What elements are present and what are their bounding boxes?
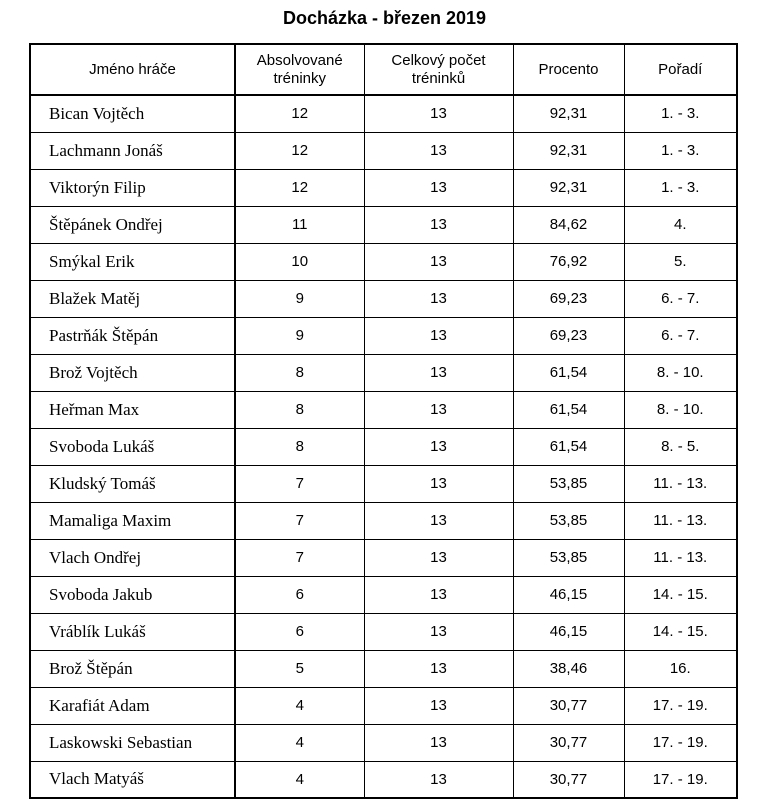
rank-cell: 17. - 19. xyxy=(624,761,737,798)
rank-cell: 1. - 3. xyxy=(624,95,737,132)
attended-cell: 4 xyxy=(235,761,364,798)
total-cell: 13 xyxy=(364,650,513,687)
table-row xyxy=(30,502,737,539)
percent-cell: 92,31 xyxy=(513,132,624,169)
table-row xyxy=(30,465,737,502)
rank-cell: 8. - 5. xyxy=(624,428,737,465)
total-cell: 13 xyxy=(364,502,513,539)
rank-cell: 17. - 19. xyxy=(624,724,737,761)
percent-cell: 53,85 xyxy=(513,465,624,502)
table-row xyxy=(30,539,737,576)
player-name-cell: Štěpánek Ondřej xyxy=(30,206,235,243)
total-cell: 13 xyxy=(364,132,513,169)
attended-cell: 12 xyxy=(235,132,364,169)
column-header-attended-line2: tréninky xyxy=(273,69,327,87)
attended-cell: 7 xyxy=(235,465,364,502)
percent-cell: 30,77 xyxy=(513,724,624,761)
rank-cell: 8. - 10. xyxy=(624,354,737,391)
total-cell: 13 xyxy=(364,724,513,761)
attended-cell: 6 xyxy=(235,576,364,613)
rank-cell: 4. xyxy=(624,206,737,243)
percent-cell: 61,54 xyxy=(513,391,624,428)
total-cell: 13 xyxy=(364,687,513,724)
player-name-cell: Lachmann Jonáš xyxy=(30,132,235,169)
attended-cell: 8 xyxy=(235,428,364,465)
attended-cell: 8 xyxy=(235,391,364,428)
percent-cell: 61,54 xyxy=(513,354,624,391)
player-name-cell: Laskowski Sebastian xyxy=(30,724,235,761)
rank-cell: 1. - 3. xyxy=(624,132,737,169)
percent-cell: 69,23 xyxy=(513,317,624,354)
total-cell: 13 xyxy=(364,95,513,132)
attendance-table xyxy=(29,43,738,799)
attended-cell: 9 xyxy=(235,317,364,354)
player-name-cell: Vlach Matyáš xyxy=(30,761,235,798)
total-cell: 13 xyxy=(364,280,513,317)
table-row xyxy=(30,317,737,354)
percent-cell: 53,85 xyxy=(513,539,624,576)
table-row xyxy=(30,354,737,391)
table-row xyxy=(30,280,737,317)
table-row xyxy=(30,687,737,724)
table-row xyxy=(30,243,737,280)
rank-cell: 17. - 19. xyxy=(624,687,737,724)
total-cell: 13 xyxy=(364,169,513,206)
attended-cell: 8 xyxy=(235,354,364,391)
rank-cell: 11. - 13. xyxy=(624,502,737,539)
percent-cell: 38,46 xyxy=(513,650,624,687)
player-name-cell: Brož Vojtěch xyxy=(30,354,235,391)
total-cell: 13 xyxy=(364,761,513,798)
table-row xyxy=(30,613,737,650)
column-header-percent: Procento xyxy=(513,44,624,95)
percent-cell: 30,77 xyxy=(513,687,624,724)
rank-cell: 11. - 13. xyxy=(624,465,737,502)
player-name-cell: Pastrňák Štěpán xyxy=(30,317,235,354)
header-row xyxy=(30,44,737,95)
rank-cell: 16. xyxy=(624,650,737,687)
player-name-cell: Karafiát Adam xyxy=(30,687,235,724)
total-cell: 13 xyxy=(364,613,513,650)
player-name-cell: Viktorýn Filip xyxy=(30,169,235,206)
percent-cell: 53,85 xyxy=(513,502,624,539)
column-header-name: Jméno hráče xyxy=(30,44,235,95)
page-title: Docházka - březen 2019 xyxy=(282,8,487,28)
total-cell: 13 xyxy=(364,354,513,391)
total-cell: 13 xyxy=(364,206,513,243)
total-cell: 13 xyxy=(364,576,513,613)
column-header-total-line2: tréninků xyxy=(411,69,466,87)
total-cell: 13 xyxy=(364,465,513,502)
table-row xyxy=(30,761,737,798)
table-row xyxy=(30,169,737,206)
column-header-rank: Pořadí xyxy=(624,44,737,95)
table-row xyxy=(30,576,737,613)
table-row xyxy=(30,95,737,132)
player-name-cell: Smýkal Erik xyxy=(30,243,235,280)
total-cell: 13 xyxy=(364,317,513,354)
percent-cell: 92,31 xyxy=(513,95,624,132)
attended-cell: 12 xyxy=(235,169,364,206)
attended-cell: 12 xyxy=(235,95,364,132)
table-row xyxy=(30,132,737,169)
column-header-attended xyxy=(235,44,364,95)
player-name-cell: Heřman Max xyxy=(30,391,235,428)
rank-cell: 8. - 10. xyxy=(624,391,737,428)
table-body xyxy=(30,95,737,798)
player-name-cell: Vlach Ondřej xyxy=(30,539,235,576)
total-cell: 13 xyxy=(364,243,513,280)
player-name-cell: Svoboda Lukáš xyxy=(30,428,235,465)
rank-cell: 11. - 13. xyxy=(624,539,737,576)
percent-cell: 92,31 xyxy=(513,169,624,206)
player-name-cell: Svoboda Jakub xyxy=(30,576,235,613)
player-name-cell: Vráblík Lukáš xyxy=(30,613,235,650)
total-cell: 13 xyxy=(364,428,513,465)
rank-cell: 6. - 7. xyxy=(624,280,737,317)
attended-cell: 6 xyxy=(235,613,364,650)
rank-cell: 5. xyxy=(624,243,737,280)
percent-cell: 76,92 xyxy=(513,243,624,280)
attended-cell: 7 xyxy=(235,502,364,539)
player-name-cell: Brož Štěpán xyxy=(30,650,235,687)
rank-cell: 1. - 3. xyxy=(624,169,737,206)
player-name-cell: Blažek Matěj xyxy=(30,280,235,317)
percent-cell: 30,77 xyxy=(513,761,624,798)
total-cell: 13 xyxy=(364,391,513,428)
percent-cell: 46,15 xyxy=(513,576,624,613)
table-row xyxy=(30,428,737,465)
table-row xyxy=(30,206,737,243)
total-cell: 13 xyxy=(364,539,513,576)
rank-cell: 6. - 7. xyxy=(624,317,737,354)
percent-cell: 84,62 xyxy=(513,206,624,243)
table-row xyxy=(30,391,737,428)
attended-cell: 9 xyxy=(235,280,364,317)
attended-cell: 4 xyxy=(235,724,364,761)
player-name-cell: Kludský Tomáš xyxy=(30,465,235,502)
column-header-total-line1: Celkový počet xyxy=(391,51,486,69)
percent-cell: 61,54 xyxy=(513,428,624,465)
rank-cell: 14. - 15. xyxy=(624,576,737,613)
percent-cell: 46,15 xyxy=(513,613,624,650)
table-row xyxy=(30,650,737,687)
attended-cell: 4 xyxy=(235,687,364,724)
table-header xyxy=(30,44,737,95)
player-name-cell: Mamaliga Maxim xyxy=(30,502,235,539)
table-row xyxy=(30,724,737,761)
player-name-cell: Bican Vojtěch xyxy=(30,95,235,132)
attended-cell: 5 xyxy=(235,650,364,687)
rank-cell: 14. - 15. xyxy=(624,613,737,650)
attended-cell: 11 xyxy=(235,206,364,243)
column-header-attended-line1: Absolvované xyxy=(256,51,343,69)
attended-cell: 10 xyxy=(235,243,364,280)
percent-cell: 69,23 xyxy=(513,280,624,317)
attended-cell: 7 xyxy=(235,539,364,576)
column-header-total xyxy=(364,44,513,95)
